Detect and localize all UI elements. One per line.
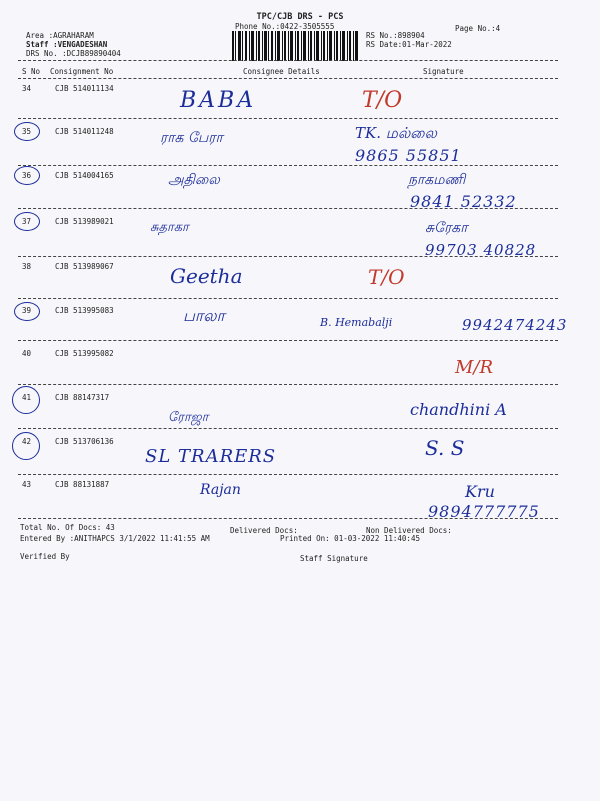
entered-by: Entered By :ANITHAPCS 3/1/2022 11:41:55 AM xyxy=(20,534,210,543)
row-sno: 40 xyxy=(22,349,32,358)
staff-label: Staff :VENGADESHAN xyxy=(26,40,108,49)
handwritten-signature: B. Hemabalji xyxy=(320,316,393,329)
handwritten-consignee: ராக பேரா xyxy=(160,130,223,146)
handwritten-phone: 9841 52332 xyxy=(410,192,517,211)
handwritten-consignee: பாலா xyxy=(183,306,225,325)
area-label: Area :AGRAHARAM xyxy=(26,31,94,40)
divider xyxy=(18,60,558,61)
divider xyxy=(18,384,558,385)
row-consignment: CJB 88147317 xyxy=(55,393,110,402)
row-consignment: CJB 513995083 xyxy=(55,306,114,315)
handwritten-signature: நாகமணி xyxy=(408,172,466,188)
row-consignment: CJB 514011134 xyxy=(55,84,114,93)
divider xyxy=(18,474,558,475)
divider xyxy=(18,518,558,519)
rs-number: RS No.:898904 xyxy=(366,31,425,40)
row-sno: 34 xyxy=(22,84,32,93)
row-consignment: CJB 88131887 xyxy=(55,480,110,489)
handwritten-signature: M/R xyxy=(455,357,494,378)
divider xyxy=(18,208,558,209)
divider xyxy=(18,256,558,257)
handwritten-consignee: சுதாகா xyxy=(150,220,189,235)
handwritten-signature: S. S xyxy=(425,436,465,460)
handwritten-consignee: Rajan xyxy=(200,482,241,498)
handwritten-phone: 9942474243 xyxy=(462,316,568,334)
row-sno: 39 xyxy=(22,306,32,315)
row-consignment: CJB 513995082 xyxy=(55,349,114,358)
handwritten-phone: 9894777775 xyxy=(428,502,540,521)
row-consignment: CJB 513706136 xyxy=(55,437,114,446)
row-consignment: CJB 514011248 xyxy=(55,127,114,136)
row-sno: 41 xyxy=(22,393,32,402)
document-title: TPC/CJB DRS - PCS xyxy=(256,12,344,22)
printed-on: Printed On: 01-03-2022 11:40:45 xyxy=(280,534,420,543)
handwritten-signature: T/O xyxy=(362,88,403,113)
row-sno: 36 xyxy=(22,171,32,180)
column-header-consignee: Consignee Details xyxy=(243,67,320,76)
row-sno: 35 xyxy=(22,127,32,136)
row-consignment: CJB 513989021 xyxy=(55,217,114,226)
row-sno: 43 xyxy=(22,480,32,489)
handwritten-signature: TK. மல்லை xyxy=(355,124,437,142)
handwritten-signature: T/O xyxy=(368,265,405,289)
row-consignment: CJB 513989067 xyxy=(55,262,114,271)
column-header-signature: Signature xyxy=(423,67,464,76)
barcode xyxy=(232,31,358,61)
drs-number: DRS No. :DCJB89890404 xyxy=(26,49,121,58)
column-header-consignment: Consignment No xyxy=(50,67,114,76)
divider xyxy=(18,340,558,341)
rs-date: RS Date:01-Mar-2022 xyxy=(366,40,452,49)
handwritten-consignee: ரோஜா xyxy=(168,410,209,425)
non-delivered-docs: Non Delivered Docs: xyxy=(366,526,452,535)
row-consignment: CJB 514004165 xyxy=(55,171,114,180)
column-header-sno: S No xyxy=(22,67,41,76)
divider xyxy=(18,165,558,166)
staff-signature-label: Staff Signature xyxy=(300,554,368,563)
verified-by-label: Verified By xyxy=(20,552,70,561)
handwritten-consignee: அதிலை xyxy=(168,172,220,188)
total-docs: Total No. Of Docs: 43 xyxy=(20,523,115,532)
row-sno: 42 xyxy=(22,437,32,446)
handwritten-consignee: SL TRARERS xyxy=(145,446,277,467)
divider xyxy=(18,298,558,299)
delivered-docs: Delivered Docs: xyxy=(230,526,298,535)
handwritten-phone: 9865 55851 xyxy=(355,146,462,165)
handwritten-signature: chandhini A xyxy=(410,400,507,419)
divider xyxy=(18,78,558,79)
handwritten-consignee xyxy=(183,349,223,358)
handwritten-consignee: BABA xyxy=(180,88,257,113)
row-sno: 38 xyxy=(22,262,32,271)
divider xyxy=(18,428,558,429)
handwritten-signature: Kru xyxy=(465,482,495,501)
phone-number: Phone No.:0422-3505555 xyxy=(235,22,335,31)
handwritten-consignee: Geetha xyxy=(170,264,243,288)
divider xyxy=(18,118,558,119)
page-number: Page No.:4 xyxy=(455,24,501,33)
row-sno: 37 xyxy=(22,217,32,226)
handwritten-phone: 99703 40828 xyxy=(425,241,537,259)
handwritten-signature: சுரேகா xyxy=(425,220,468,236)
